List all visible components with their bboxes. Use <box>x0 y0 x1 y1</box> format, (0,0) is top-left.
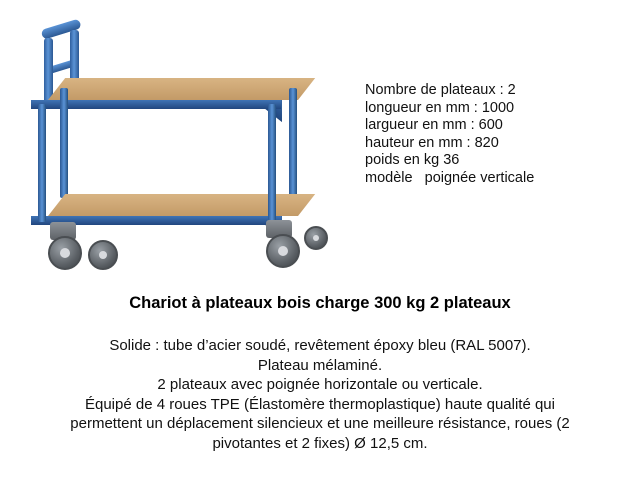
wheel-hub <box>278 246 288 256</box>
wheel-front-right <box>266 234 300 268</box>
top-shelf-board <box>48 78 315 100</box>
wheel-front-left <box>48 236 82 270</box>
front-right-post <box>268 104 276 222</box>
spec-line-modele: modèle poignée verticale <box>365 169 535 186</box>
description-line-5: permettent un déplacement silencieux et une meilleure résistance, roues (2 <box>70 415 570 432</box>
spec-line-plateaux: Nombre de plateaux : 2 <box>365 82 516 98</box>
description-line-6: pivotantes et 2 fixes) Ø 12,5 cm. <box>212 434 428 452</box>
top-shelf-front-rail <box>31 100 281 109</box>
specification-list <box>365 82 625 187</box>
page-title: Chariot à plateaux bois charge 300 kg 2 plateaux <box>129 294 511 312</box>
wheel-rear-right <box>304 226 328 250</box>
description-line-3: 2 plateaux avec poignée horizontale ou verticale. <box>157 376 483 393</box>
description-line-2: Plateau mélaminé. <box>257 356 383 374</box>
wheel-rear-left <box>88 240 118 270</box>
wheel-hub <box>99 251 108 260</box>
wheel-hub <box>60 248 70 258</box>
description-line-1: Solide : tube d’acier soudé, revêtement époxy bleu (RAL 5007). <box>109 337 531 354</box>
wheel-hub <box>313 235 320 242</box>
spec-line-longueur: longueur en mm : 1000 <box>365 99 515 116</box>
rear-right-post <box>289 88 297 196</box>
spec-line-hauteur: hauteur en mm : 820 <box>365 134 499 151</box>
description-line-4: Équipé de 4 roues TPE (Élastomère thermoplastique) haute qualité qui <box>84 395 555 413</box>
product-description <box>20 336 620 453</box>
cart-illustration <box>8 8 348 278</box>
spec-line-largeur: largueur en mm : 600 <box>365 117 503 133</box>
product-image <box>8 8 348 278</box>
spec-line-poids: poids en kg 36 <box>365 152 460 168</box>
front-left-post <box>38 104 46 222</box>
rear-left-post <box>60 88 68 198</box>
